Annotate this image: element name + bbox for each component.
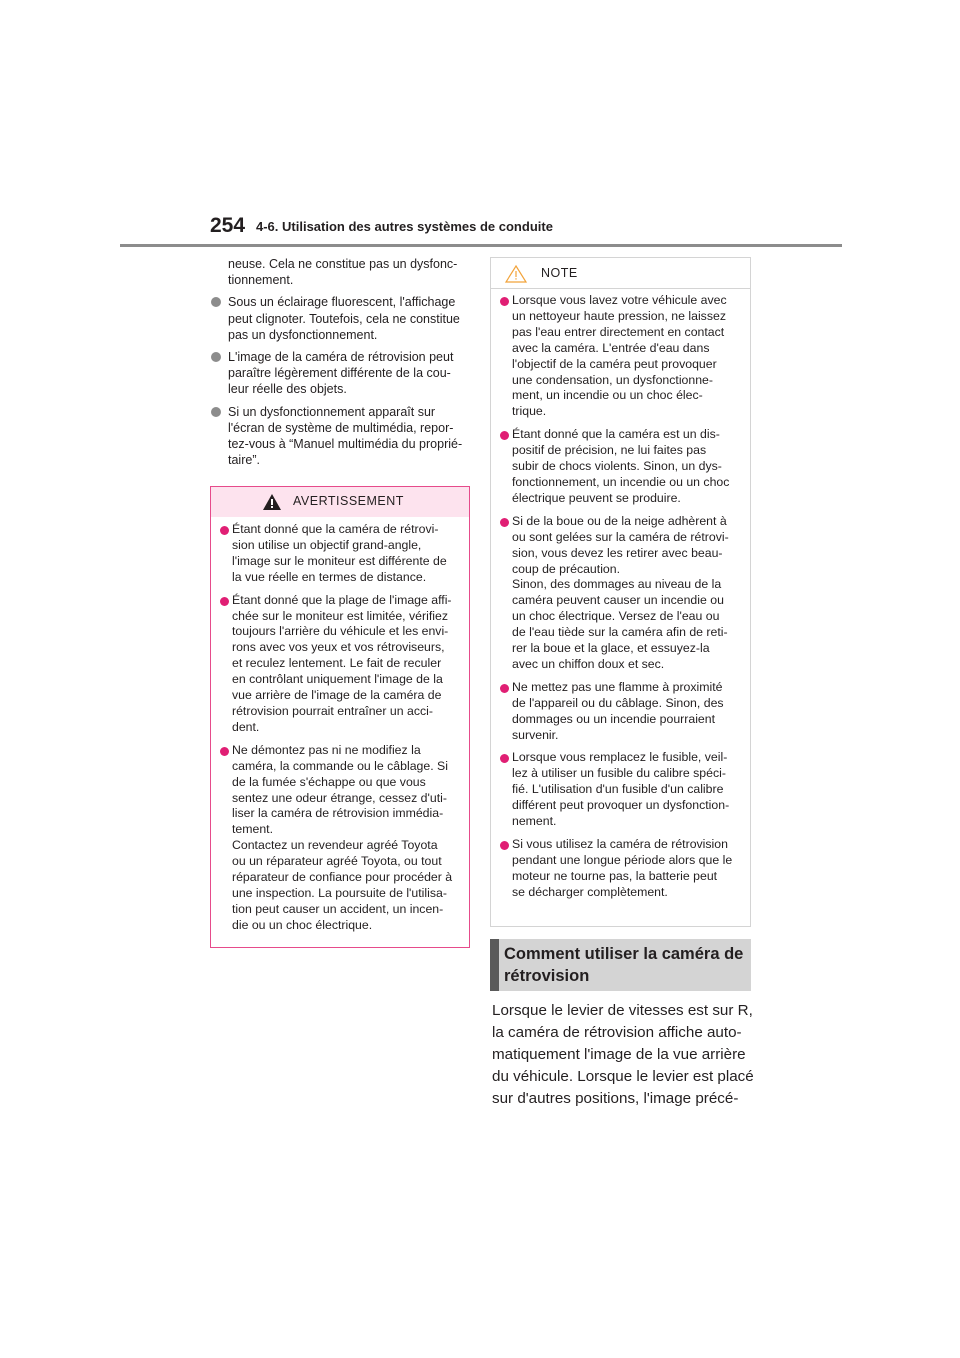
bullet-icon	[500, 754, 509, 763]
note-box	[490, 257, 751, 927]
warning-box	[210, 486, 470, 948]
bullet-icon	[500, 684, 509, 693]
header-divider	[120, 244, 842, 247]
list-item: Si un dysfonctionnement apparaît sur l'écran de système de multimédia, repor- tez-vous à “Manuel multimédia du proprié- taire”.	[210, 404, 468, 469]
left-column	[210, 256, 468, 474]
list-item: L'image de la caméra de rétrovision peut paraître légèrement différente de la cou- leur réelle des objets.	[210, 349, 468, 398]
bullet-icon	[500, 297, 509, 306]
warning-label: AVERTISSEMENT	[293, 494, 404, 508]
caution-triangle-outline-icon	[505, 265, 527, 283]
list-item: Si de la boue ou de la neige adhèrent à ou sont gelées sur la caméra de rétrovi- sion, vous devez les retirer avec beau- coup de précaution. Sinon, des dommages au niveau de la caméra peuvent causer un incendie ou un choc électrique. Versez de l'eau ou de l'eau tiède sur la caméra afin de reti- rer la boue et la glace, et essuyez-la avec un chiffon doux et sec.	[499, 514, 742, 673]
list-item: Étant donné que la caméra de rétrovi- sion utilise un objectif grand-angle, l'image sur le moniteur est différente de la vue réelle en termes de distance.	[219, 522, 461, 586]
note-label: NOTE	[541, 266, 578, 280]
list-item: Étant donné que la plage de l'image affi- chée sur le moniteur est limitée, vérifiez toujours l'arrière du véhicule et les envi- rons avec vos yeux et vos rétroviseurs, et reculez lentement. Le fait de reculer en contrôlant uniquement l'image de la vue arrière de l'image de la caméra de rétrovision pourrait entraîner un acci- dent.	[219, 593, 461, 736]
note-body	[491, 289, 750, 901]
section-heading	[490, 939, 751, 991]
warning-header	[211, 487, 469, 517]
section-title: 4-6. Utilisation des autres systèmes de conduite	[256, 219, 553, 234]
bullet-icon	[211, 297, 221, 307]
bullet-icon	[220, 597, 229, 606]
list-item: Si vous utilisez la caméra de rétrovision pendant une longue période alors que le moteur ne tourne pas, la batterie peut se décharger complètement.	[499, 837, 742, 901]
section-body-text: Lorsque le levier de vitesses est sur R, la caméra de rétrovision affiche auto- matiquement l'image de la vue arrière du véhicule. Lorsque le levier est placé sur d'autres positions, l'image précé-	[492, 1002, 754, 1107]
bullet-icon	[500, 518, 509, 527]
warning-body	[211, 517, 469, 934]
heading-accent-bar	[490, 939, 499, 991]
note-header	[491, 258, 750, 289]
list-item: Ne mettez pas une flamme à proximité de l'appareil ou du câblage. Sinon, des dommages ou un incendie pourraient survenir.	[499, 680, 742, 744]
list-item: Ne démontez pas ni ne modifiez la caméra, la commande ou le câblage. Si de la fumée s'échappe ou que vous sentez une odeur étrange, cessez d'uti- liser la caméra de rétrovision immédia- tement. Contactez un revendeur agréé Toyota ou un réparateur agréé Toyota, ou tout réparateur de confiance pour procéder à une inspection. La poursuite de l'utilisa- tion peut causer un accident, un incen- die ou un choc électrique.	[219, 743, 461, 934]
list-item: Étant donné que la caméra est un dis- positif de précision, ne lui faites pas subir de chocs violents. Sinon, un dys- fonctionnement, un incendie ou un choc électrique peuvent se produire.	[499, 427, 742, 507]
list-item: Sous un éclairage fluorescent, l'affichage peut clignoter. Toutefois, cela ne constitue pas un dysfonctionnement.	[210, 294, 468, 343]
bullet-icon	[220, 526, 229, 535]
warning-triangle-icon	[263, 494, 281, 510]
list-item: Lorsque vous remplacez le fusible, veil- lez à utiliser un fusible du calibre spéci- fié. L'utilisation d'un fusible d'un calibre différent peut provoquer un dysfonction- nement.	[499, 750, 742, 830]
list-item: Lorsque vous lavez votre véhicule avec un nettoyeur haute pression, ne laissez pas l'eau entrer directement en contact avec la caméra. L'entrée d'eau dans l'objectif de la caméra peut provoquer une condensation, un dysfonctionne- ment, un incendie ou un choc élec- trique.	[499, 293, 742, 420]
bullet-icon	[500, 841, 509, 850]
bullet-icon	[220, 747, 229, 756]
section-heading-text: Comment utiliser la caméra de rétrovision	[504, 945, 744, 985]
list-item: neuse. Cela ne constitue pas un dysfonc- tionnement.	[228, 257, 458, 288]
bullet-icon	[500, 431, 509, 440]
bullet-icon	[211, 352, 221, 362]
page-number: 254	[210, 214, 246, 237]
bullet-icon	[211, 407, 221, 417]
